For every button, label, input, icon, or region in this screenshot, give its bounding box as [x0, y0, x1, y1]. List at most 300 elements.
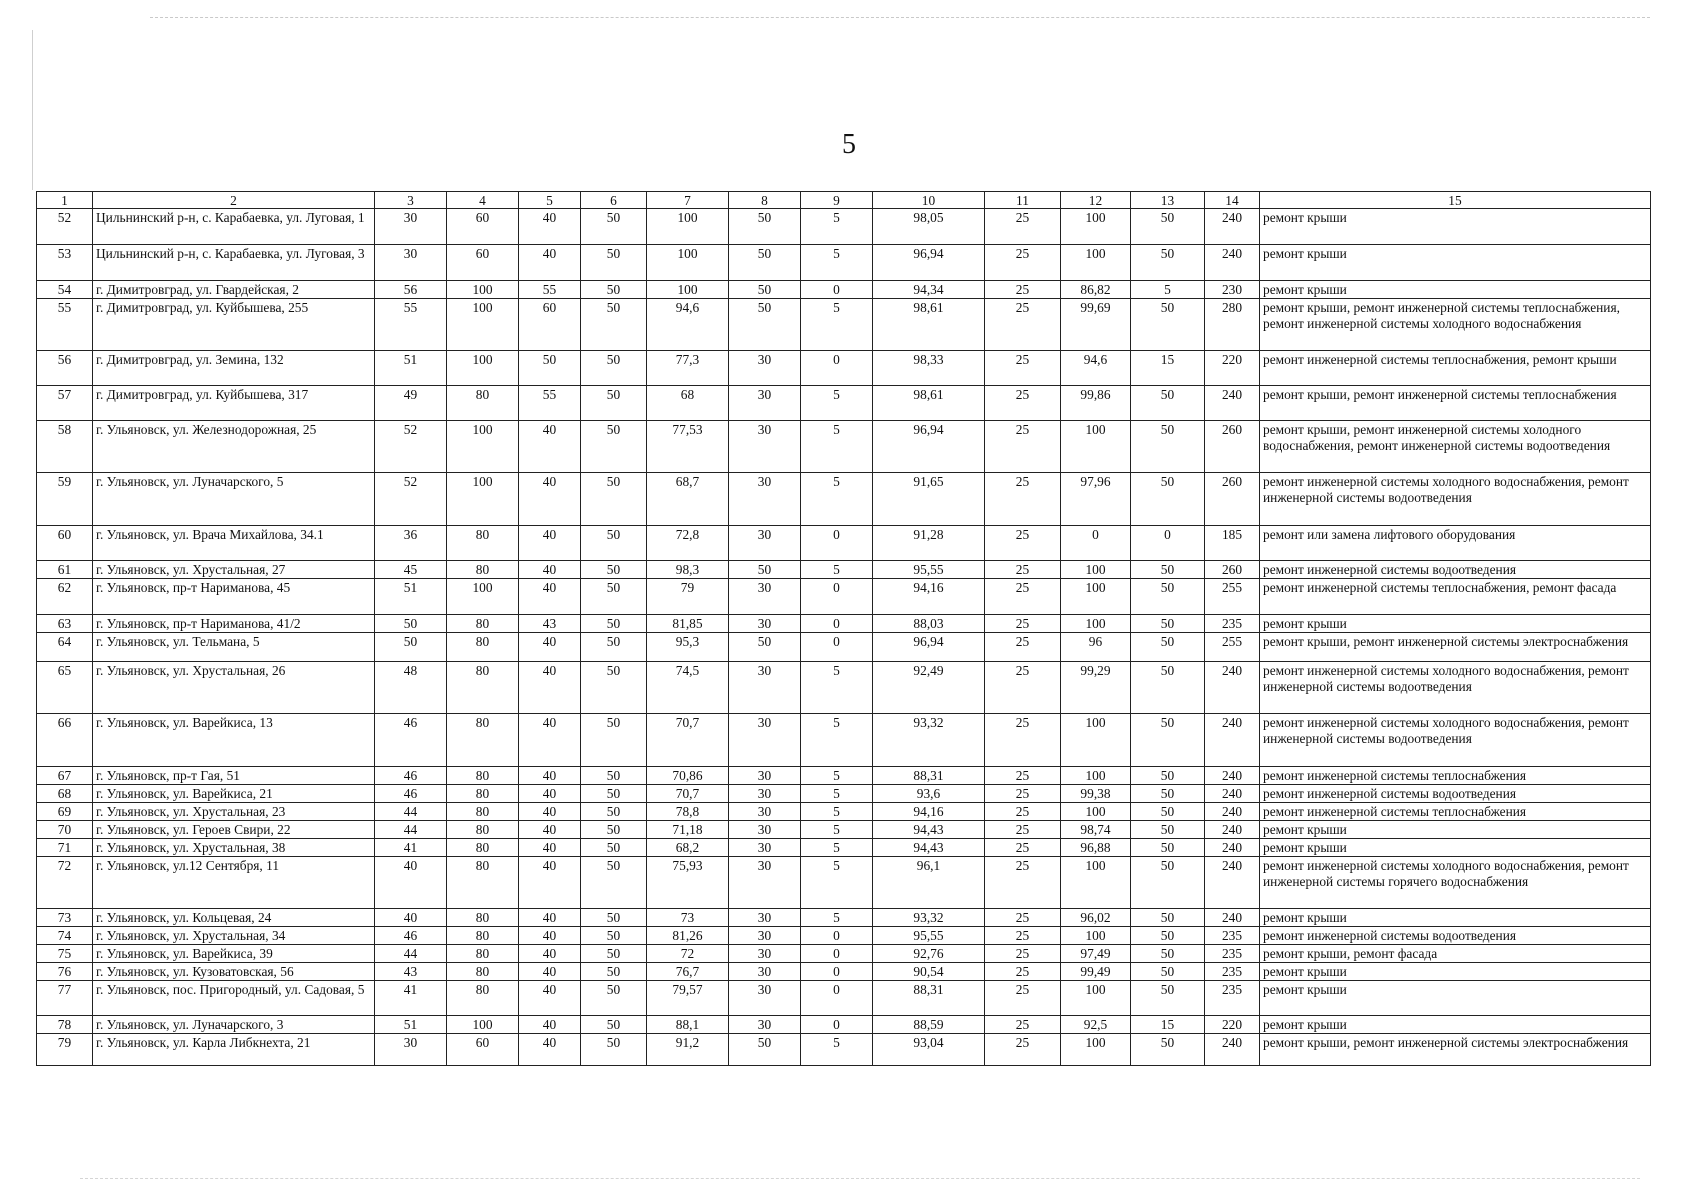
cell-c10: 94,43 — [873, 839, 985, 857]
cell-c8: 30 — [729, 839, 801, 857]
address-cell: г. Ульяновск, ул. Хрустальная, 38 — [93, 839, 375, 857]
cell-c5: 40 — [519, 1016, 581, 1034]
column-header: 15 — [1260, 192, 1651, 209]
cell-c9: 5 — [801, 839, 873, 857]
cell-c13: 15 — [1131, 351, 1205, 386]
cell-c8: 30 — [729, 386, 801, 421]
cell-c9: 5 — [801, 909, 873, 927]
cell-c9: 5 — [801, 821, 873, 839]
cell-c3: 51 — [375, 1016, 447, 1034]
row-number-cell: 54 — [37, 281, 93, 299]
cell-c4: 80 — [447, 526, 519, 561]
repair-type-cell: ремонт инженерной системы водоотведения — [1260, 785, 1651, 803]
scan-edge-top — [150, 17, 1650, 18]
cell-c11: 25 — [985, 1034, 1061, 1066]
row-number-cell: 76 — [37, 963, 93, 981]
cell-c5: 40 — [519, 662, 581, 714]
cell-c14: 235 — [1205, 981, 1260, 1016]
address-cell: г. Ульяновск, ул. Железнодорожная, 25 — [93, 421, 375, 473]
cell-c7: 70,7 — [647, 785, 729, 803]
cell-c8: 30 — [729, 615, 801, 633]
cell-c5: 50 — [519, 351, 581, 386]
cell-c4: 80 — [447, 821, 519, 839]
cell-c13: 50 — [1131, 785, 1205, 803]
cell-c9: 0 — [801, 963, 873, 981]
cell-c14: 240 — [1205, 821, 1260, 839]
cell-c5: 40 — [519, 579, 581, 615]
cell-c11: 25 — [985, 386, 1061, 421]
cell-c13: 50 — [1131, 615, 1205, 633]
cell-c12: 99,49 — [1061, 963, 1131, 981]
cell-c9: 5 — [801, 714, 873, 767]
cell-c9: 0 — [801, 945, 873, 963]
cell-c12: 100 — [1061, 561, 1131, 579]
table-row — [37, 579, 1651, 615]
cell-c7: 77,3 — [647, 351, 729, 386]
cell-c14: 240 — [1205, 857, 1260, 909]
cell-c13: 50 — [1131, 299, 1205, 351]
cell-c7: 75,93 — [647, 857, 729, 909]
table-row — [37, 351, 1651, 386]
cell-c8: 30 — [729, 857, 801, 909]
cell-c12: 96,88 — [1061, 839, 1131, 857]
cell-c11: 25 — [985, 839, 1061, 857]
cell-c9: 0 — [801, 633, 873, 662]
cell-c4: 80 — [447, 839, 519, 857]
cell-c12: 100 — [1061, 857, 1131, 909]
cell-c5: 60 — [519, 299, 581, 351]
cell-c3: 50 — [375, 615, 447, 633]
cell-c3: 46 — [375, 714, 447, 767]
cell-c13: 50 — [1131, 245, 1205, 281]
cell-c5: 40 — [519, 839, 581, 857]
cell-c14: 255 — [1205, 579, 1260, 615]
cell-c14: 240 — [1205, 803, 1260, 821]
cell-c11: 25 — [985, 473, 1061, 526]
cell-c3: 51 — [375, 579, 447, 615]
cell-c5: 40 — [519, 909, 581, 927]
cell-c4: 100 — [447, 1016, 519, 1034]
cell-c14: 240 — [1205, 767, 1260, 785]
cell-c6: 50 — [581, 767, 647, 785]
cell-c4: 80 — [447, 981, 519, 1016]
cell-c4: 60 — [447, 209, 519, 245]
column-header: 8 — [729, 192, 801, 209]
cell-c3: 49 — [375, 386, 447, 421]
cell-c10: 94,16 — [873, 579, 985, 615]
cell-c6: 50 — [581, 981, 647, 1016]
cell-c4: 100 — [447, 299, 519, 351]
cell-c3: 41 — [375, 981, 447, 1016]
cell-c5: 40 — [519, 803, 581, 821]
cell-c9: 5 — [801, 386, 873, 421]
cell-c12: 99,38 — [1061, 785, 1131, 803]
table-row — [37, 714, 1651, 767]
cell-c8: 50 — [729, 209, 801, 245]
table-row — [37, 857, 1651, 909]
cell-c12: 99,69 — [1061, 299, 1131, 351]
cell-c3: 30 — [375, 209, 447, 245]
cell-c10: 94,16 — [873, 803, 985, 821]
cell-c12: 100 — [1061, 803, 1131, 821]
cell-c10: 93,32 — [873, 909, 985, 927]
column-header: 12 — [1061, 192, 1131, 209]
cell-c13: 50 — [1131, 821, 1205, 839]
cell-c14: 240 — [1205, 714, 1260, 767]
cell-c5: 40 — [519, 981, 581, 1016]
cell-c6: 50 — [581, 662, 647, 714]
cell-c14: 235 — [1205, 615, 1260, 633]
cell-c11: 25 — [985, 857, 1061, 909]
cell-c3: 52 — [375, 421, 447, 473]
cell-c13: 50 — [1131, 421, 1205, 473]
cell-c14: 280 — [1205, 299, 1260, 351]
cell-c14: 240 — [1205, 839, 1260, 857]
cell-c13: 50 — [1131, 579, 1205, 615]
cell-c9: 5 — [801, 857, 873, 909]
cell-c8: 30 — [729, 767, 801, 785]
cell-c8: 30 — [729, 821, 801, 839]
cell-c7: 88,1 — [647, 1016, 729, 1034]
cell-c5: 40 — [519, 714, 581, 767]
cell-c7: 100 — [647, 245, 729, 281]
repair-type-cell: ремонт крыши — [1260, 209, 1651, 245]
cell-c4: 80 — [447, 767, 519, 785]
repair-program-table — [36, 191, 1651, 1066]
table-row — [37, 281, 1651, 299]
column-header: 11 — [985, 192, 1061, 209]
repair-type-cell: ремонт инженерной системы холодного водоснабжения, ремонт инженерной системы водоотведения — [1260, 662, 1651, 714]
table-row — [37, 945, 1651, 963]
repair-type-cell: ремонт инженерной системы холодного водоснабжения, ремонт инженерной системы горячего водоснабжения — [1260, 857, 1651, 909]
cell-c9: 5 — [801, 1034, 873, 1066]
cell-c11: 25 — [985, 945, 1061, 963]
table-row — [37, 927, 1651, 945]
cell-c3: 46 — [375, 927, 447, 945]
cell-c5: 40 — [519, 767, 581, 785]
cell-c7: 71,18 — [647, 821, 729, 839]
cell-c7: 81,26 — [647, 927, 729, 945]
cell-c8: 30 — [729, 909, 801, 927]
cell-c12: 86,82 — [1061, 281, 1131, 299]
cell-c12: 100 — [1061, 615, 1131, 633]
cell-c4: 80 — [447, 803, 519, 821]
repair-type-cell: ремонт инженерной системы теплоснабжения — [1260, 767, 1651, 785]
cell-c14: 260 — [1205, 473, 1260, 526]
cell-c9: 0 — [801, 579, 873, 615]
cell-c4: 80 — [447, 633, 519, 662]
table-body — [37, 209, 1651, 1066]
cell-c11: 25 — [985, 351, 1061, 386]
cell-c7: 74,5 — [647, 662, 729, 714]
cell-c8: 30 — [729, 981, 801, 1016]
cell-c12: 99,86 — [1061, 386, 1131, 421]
cell-c11: 25 — [985, 963, 1061, 981]
cell-c11: 25 — [985, 909, 1061, 927]
cell-c6: 50 — [581, 785, 647, 803]
cell-c8: 30 — [729, 579, 801, 615]
repair-type-cell: ремонт крыши, ремонт инженерной системы электроснабжения — [1260, 633, 1651, 662]
cell-c14: 255 — [1205, 633, 1260, 662]
cell-c3: 44 — [375, 945, 447, 963]
cell-c11: 25 — [985, 526, 1061, 561]
repair-type-cell: ремонт крыши — [1260, 909, 1651, 927]
cell-c9: 5 — [801, 561, 873, 579]
cell-c10: 95,55 — [873, 927, 985, 945]
cell-c9: 0 — [801, 927, 873, 945]
repair-type-cell: ремонт крыши — [1260, 615, 1651, 633]
cell-c10: 92,76 — [873, 945, 985, 963]
table-row — [37, 803, 1651, 821]
cell-c11: 25 — [985, 785, 1061, 803]
table-row — [37, 615, 1651, 633]
cell-c4: 100 — [447, 579, 519, 615]
cell-c7: 68,2 — [647, 839, 729, 857]
cell-c7: 100 — [647, 209, 729, 245]
cell-c11: 25 — [985, 209, 1061, 245]
cell-c10: 96,94 — [873, 245, 985, 281]
cell-c12: 100 — [1061, 927, 1131, 945]
cell-c12: 100 — [1061, 1034, 1131, 1066]
row-number-cell: 70 — [37, 821, 93, 839]
cell-c13: 0 — [1131, 526, 1205, 561]
address-cell: г. Ульяновск, ул. Варейкиса, 21 — [93, 785, 375, 803]
address-cell: г. Ульяновск, ул. Героев Свири, 22 — [93, 821, 375, 839]
cell-c13: 50 — [1131, 662, 1205, 714]
cell-c5: 40 — [519, 526, 581, 561]
cell-c13: 50 — [1131, 633, 1205, 662]
cell-c9: 5 — [801, 785, 873, 803]
cell-c13: 50 — [1131, 473, 1205, 526]
address-cell: г. Ульяновск, ул. Хрустальная, 34 — [93, 927, 375, 945]
cell-c14: 240 — [1205, 209, 1260, 245]
repair-type-cell: ремонт крыши — [1260, 981, 1651, 1016]
cell-c10: 90,54 — [873, 963, 985, 981]
cell-c12: 98,74 — [1061, 821, 1131, 839]
cell-c12: 96 — [1061, 633, 1131, 662]
column-header: 1 — [37, 192, 93, 209]
cell-c13: 50 — [1131, 927, 1205, 945]
cell-c13: 50 — [1131, 981, 1205, 1016]
table-row — [37, 561, 1651, 579]
cell-c14: 235 — [1205, 927, 1260, 945]
table-row — [37, 473, 1651, 526]
cell-c6: 50 — [581, 714, 647, 767]
cell-c10: 91,28 — [873, 526, 985, 561]
cell-c9: 0 — [801, 1016, 873, 1034]
cell-c12: 96,02 — [1061, 909, 1131, 927]
cell-c13: 50 — [1131, 963, 1205, 981]
row-number-cell: 75 — [37, 945, 93, 963]
column-header: 4 — [447, 192, 519, 209]
repair-type-cell: ремонт крыши — [1260, 1016, 1651, 1034]
cell-c11: 25 — [985, 767, 1061, 785]
cell-c3: 44 — [375, 803, 447, 821]
cell-c12: 97,49 — [1061, 945, 1131, 963]
cell-c6: 50 — [581, 351, 647, 386]
address-cell: г. Ульяновск, ул. Хрустальная, 26 — [93, 662, 375, 714]
cell-c6: 50 — [581, 209, 647, 245]
cell-c6: 50 — [581, 299, 647, 351]
cell-c3: 56 — [375, 281, 447, 299]
table-row — [37, 981, 1651, 1016]
cell-c9: 5 — [801, 299, 873, 351]
cell-c11: 25 — [985, 981, 1061, 1016]
repair-type-cell: ремонт крыши — [1260, 821, 1651, 839]
cell-c10: 93,6 — [873, 785, 985, 803]
repair-type-cell: ремонт инженерной системы теплоснабжения — [1260, 803, 1651, 821]
repair-type-cell: ремонт инженерной системы холодного водоснабжения, ремонт инженерной системы водоотведения — [1260, 473, 1651, 526]
cell-c10: 98,61 — [873, 299, 985, 351]
cell-c3: 40 — [375, 909, 447, 927]
address-cell: г. Ульяновск, ул. Варейкиса, 13 — [93, 714, 375, 767]
row-number-cell: 79 — [37, 1034, 93, 1066]
cell-c13: 50 — [1131, 839, 1205, 857]
cell-c10: 94,43 — [873, 821, 985, 839]
cell-c7: 91,2 — [647, 1034, 729, 1066]
cell-c3: 30 — [375, 245, 447, 281]
row-number-cell: 67 — [37, 767, 93, 785]
cell-c11: 25 — [985, 561, 1061, 579]
cell-c5: 55 — [519, 281, 581, 299]
cell-c8: 30 — [729, 927, 801, 945]
cell-c6: 50 — [581, 281, 647, 299]
cell-c5: 40 — [519, 209, 581, 245]
cell-c10: 91,65 — [873, 473, 985, 526]
cell-c7: 78,8 — [647, 803, 729, 821]
cell-c13: 50 — [1131, 909, 1205, 927]
address-cell: г. Димитровград, ул. Куйбышева, 317 — [93, 386, 375, 421]
cell-c14: 240 — [1205, 662, 1260, 714]
cell-c10: 98,33 — [873, 351, 985, 386]
cell-c14: 240 — [1205, 386, 1260, 421]
cell-c7: 72 — [647, 945, 729, 963]
cell-c4: 100 — [447, 473, 519, 526]
cell-c7: 68,7 — [647, 473, 729, 526]
address-cell: г. Ульяновск, ул. Кузоватовская, 56 — [93, 963, 375, 981]
cell-c6: 50 — [581, 579, 647, 615]
cell-c11: 25 — [985, 927, 1061, 945]
repair-type-cell: ремонт крыши, ремонт инженерной системы холодного водоснабжения, ремонт инженерной системы водоотведения — [1260, 421, 1651, 473]
address-cell: г. Ульяновск, ул. Карла Либкнехта, 21 — [93, 1034, 375, 1066]
cell-c8: 30 — [729, 963, 801, 981]
cell-c8: 30 — [729, 421, 801, 473]
cell-c12: 100 — [1061, 714, 1131, 767]
cell-c10: 88,31 — [873, 767, 985, 785]
cell-c11: 25 — [985, 803, 1061, 821]
cell-c12: 97,96 — [1061, 473, 1131, 526]
cell-c5: 40 — [519, 245, 581, 281]
cell-c6: 50 — [581, 839, 647, 857]
cell-c12: 100 — [1061, 981, 1131, 1016]
repair-type-cell: ремонт крыши, ремонт фасада — [1260, 945, 1651, 963]
cell-c10: 94,34 — [873, 281, 985, 299]
cell-c12: 0 — [1061, 526, 1131, 561]
cell-c13: 50 — [1131, 857, 1205, 909]
cell-c3: 41 — [375, 839, 447, 857]
cell-c13: 50 — [1131, 803, 1205, 821]
row-number-cell: 60 — [37, 526, 93, 561]
cell-c3: 46 — [375, 767, 447, 785]
cell-c6: 50 — [581, 421, 647, 473]
page-number: 5 — [842, 129, 856, 160]
cell-c13: 50 — [1131, 386, 1205, 421]
cell-c9: 0 — [801, 981, 873, 1016]
repair-type-cell: ремонт крыши — [1260, 245, 1651, 281]
cell-c4: 80 — [447, 714, 519, 767]
table-row — [37, 821, 1651, 839]
cell-c3: 48 — [375, 662, 447, 714]
cell-c4: 80 — [447, 963, 519, 981]
repair-type-cell: ремонт инженерной системы водоотведения — [1260, 561, 1651, 579]
repair-type-cell: ремонт инженерной системы теплоснабжения, ремонт фасада — [1260, 579, 1651, 615]
cell-c6: 50 — [581, 927, 647, 945]
address-cell: г. Ульяновск, ул. Варейкиса, 39 — [93, 945, 375, 963]
cell-c9: 5 — [801, 767, 873, 785]
cell-c10: 93,32 — [873, 714, 985, 767]
cell-c5: 40 — [519, 785, 581, 803]
cell-c14: 220 — [1205, 1016, 1260, 1034]
cell-c4: 80 — [447, 945, 519, 963]
table-row — [37, 963, 1651, 981]
cell-c10: 88,31 — [873, 981, 985, 1016]
cell-c6: 50 — [581, 945, 647, 963]
cell-c11: 25 — [985, 821, 1061, 839]
cell-c4: 80 — [447, 386, 519, 421]
cell-c6: 50 — [581, 857, 647, 909]
row-number-cell: 72 — [37, 857, 93, 909]
cell-c6: 50 — [581, 803, 647, 821]
cell-c7: 70,86 — [647, 767, 729, 785]
cell-c10: 92,49 — [873, 662, 985, 714]
cell-c9: 0 — [801, 351, 873, 386]
address-cell: г. Ульяновск, ул. Кольцевая, 24 — [93, 909, 375, 927]
address-cell: Цильнинский р-н, с. Карабаевка, ул. Луговая, 3 — [93, 245, 375, 281]
column-header: 10 — [873, 192, 985, 209]
table-row — [37, 299, 1651, 351]
column-header: 5 — [519, 192, 581, 209]
repair-type-cell: ремонт инженерной системы водоотведения — [1260, 927, 1651, 945]
row-number-cell: 74 — [37, 927, 93, 945]
cell-c3: 40 — [375, 857, 447, 909]
cell-c10: 93,04 — [873, 1034, 985, 1066]
cell-c13: 50 — [1131, 209, 1205, 245]
cell-c11: 25 — [985, 714, 1061, 767]
cell-c7: 95,3 — [647, 633, 729, 662]
table-row — [37, 386, 1651, 421]
cell-c8: 50 — [729, 281, 801, 299]
cell-c4: 80 — [447, 927, 519, 945]
cell-c4: 100 — [447, 421, 519, 473]
cell-c4: 80 — [447, 857, 519, 909]
cell-c3: 51 — [375, 351, 447, 386]
cell-c14: 230 — [1205, 281, 1260, 299]
cell-c6: 50 — [581, 561, 647, 579]
row-number-cell: 55 — [37, 299, 93, 351]
cell-c8: 30 — [729, 714, 801, 767]
cell-c6: 50 — [581, 1034, 647, 1066]
cell-c11: 25 — [985, 281, 1061, 299]
cell-c13: 50 — [1131, 714, 1205, 767]
address-cell: г. Димитровград, ул. Куйбышева, 255 — [93, 299, 375, 351]
row-number-cell: 57 — [37, 386, 93, 421]
cell-c6: 50 — [581, 473, 647, 526]
cell-c10: 96,94 — [873, 421, 985, 473]
column-header: 14 — [1205, 192, 1260, 209]
cell-c11: 25 — [985, 615, 1061, 633]
cell-c4: 60 — [447, 1034, 519, 1066]
cell-c5: 40 — [519, 633, 581, 662]
